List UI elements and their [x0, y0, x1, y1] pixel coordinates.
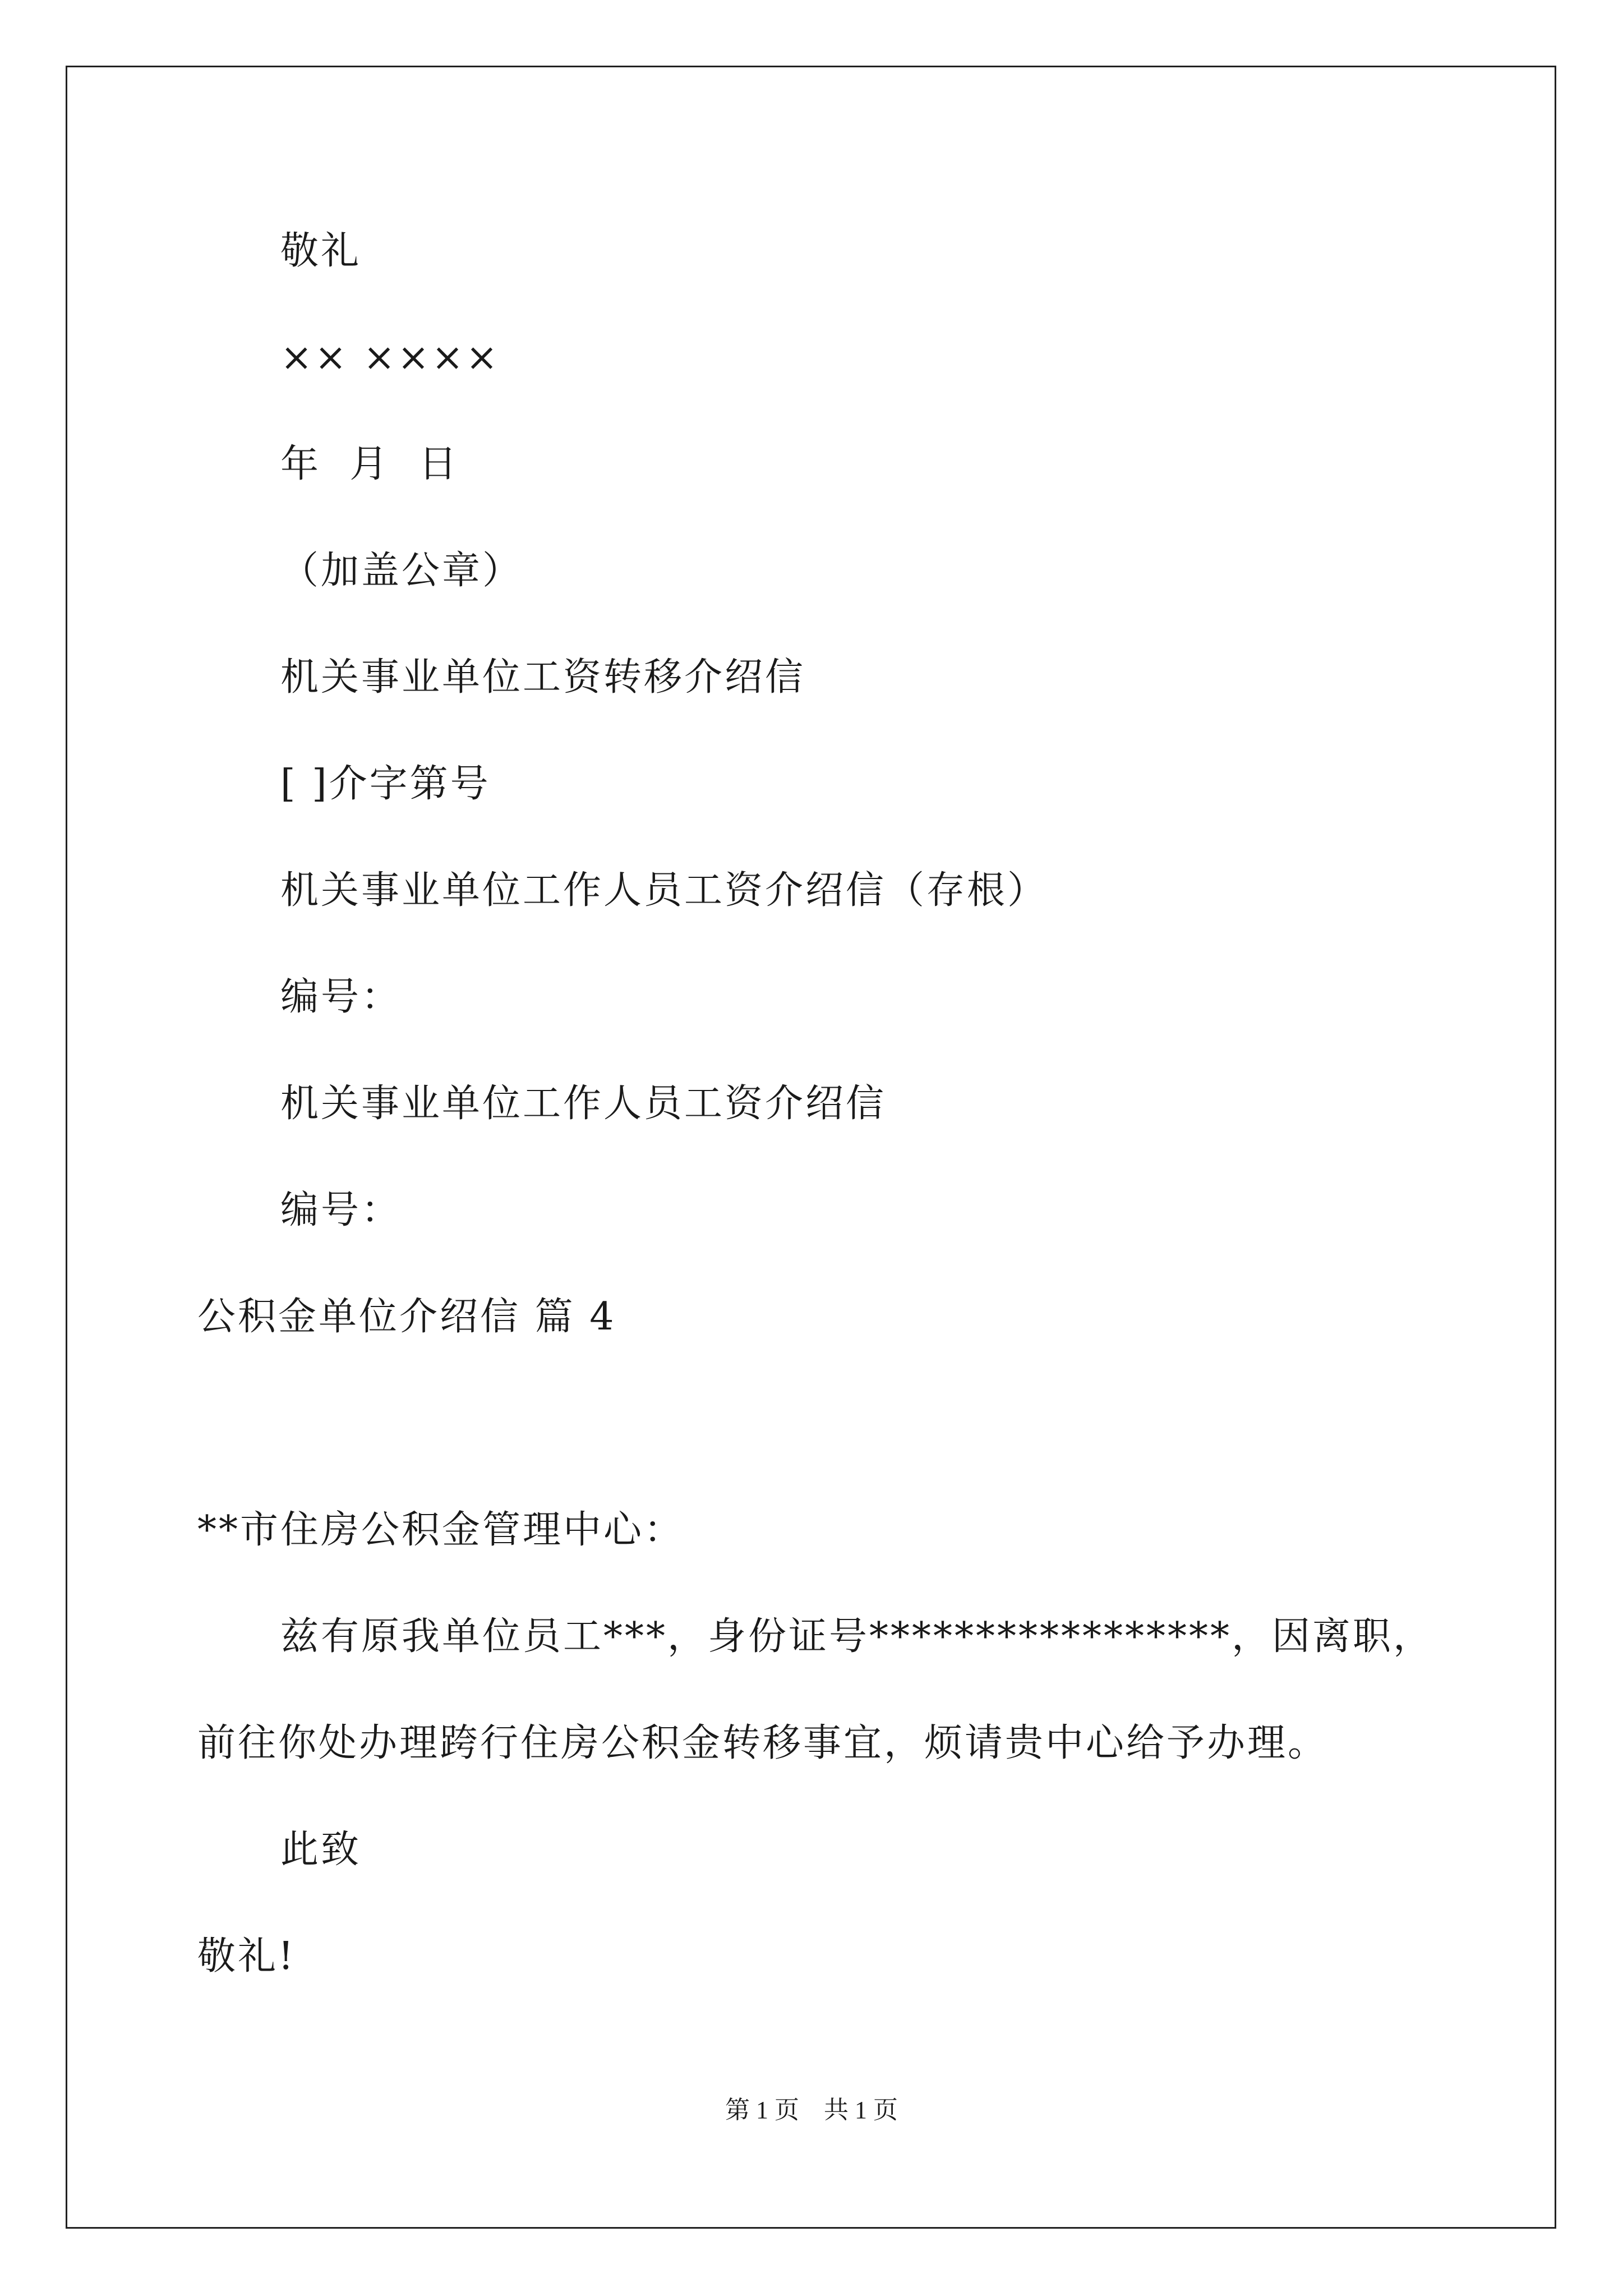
- addressee-line: **市住房公积金管理中心：: [197, 1508, 685, 1552]
- seal-note: （加盖公章）: [280, 549, 523, 593]
- body-paragraph-line-2: 前往你处办理跨行住房公积金转移事宜，烦请贵中心给予办理。: [197, 1721, 1329, 1765]
- sender-placeholder: ×× ××××: [280, 335, 500, 380]
- section-heading-part-4: 公积金单位介绍信 篇 4: [197, 1295, 616, 1339]
- letter-title: 机关事业单位工作人员工资介绍信: [280, 1082, 887, 1126]
- section-title-salary-transfer: 机关事业单位工资转移介绍信: [280, 655, 806, 700]
- stub-number-label: 编号：: [280, 975, 402, 1019]
- body-paragraph-line-1: 兹有原我单位员工***，身份证号*****************，因离职，: [280, 1614, 1434, 1659]
- closing-salutation: 敬礼: [280, 229, 362, 273]
- date-line: 年 月 日: [280, 442, 459, 486]
- stub-title: 机关事业单位工作人员工资介绍信（存根）: [280, 868, 1048, 913]
- page-border: [66, 66, 1556, 2229]
- closing-jingli: 敬礼!: [197, 1934, 296, 1978]
- closing-cizhi: 此致: [280, 1828, 362, 1872]
- reference-number-line: [ ]介字第号: [280, 762, 491, 806]
- page-number-footer: 第 1 页 共 1 页: [725, 2096, 898, 2124]
- letter-number-label: 编号：: [280, 1188, 402, 1232]
